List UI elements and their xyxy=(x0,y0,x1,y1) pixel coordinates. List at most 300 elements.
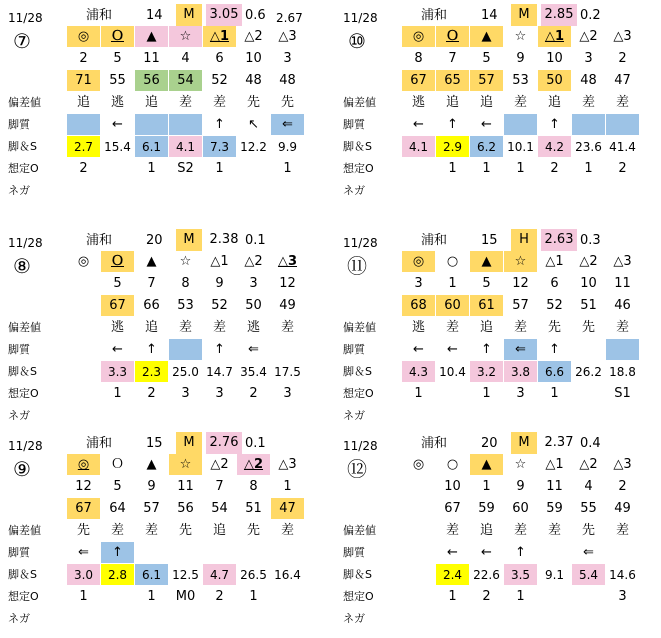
kyaku-s-row xyxy=(402,114,640,136)
horse-number-cell: 10 xyxy=(572,273,606,295)
runner-count: 15 xyxy=(481,233,498,248)
kyakushitsu-cell: 先 xyxy=(572,317,606,339)
mark-cell: ☆ xyxy=(169,454,203,476)
soutei-cell xyxy=(402,564,436,586)
hensachi-cell: 59 xyxy=(538,498,572,520)
kyakushitsu-cell: 差 xyxy=(572,92,606,114)
mark-cell: ▲ xyxy=(470,251,504,273)
mark-cell: ☆ xyxy=(169,251,203,273)
hensachi-row xyxy=(402,498,640,520)
horse-number-cell: 2 xyxy=(67,48,101,70)
kyakushitsu-cell: 差 xyxy=(271,317,305,339)
kyaku-s-cell xyxy=(606,339,640,361)
mark-cell: ☆ xyxy=(504,251,538,273)
horse-number-cell: 10 xyxy=(436,476,470,498)
mark-cell: ▲ xyxy=(135,26,169,48)
mark-cell: △1 xyxy=(203,26,237,48)
race-block xyxy=(8,229,308,429)
hensachi-cell: 49 xyxy=(606,498,640,520)
horse-number-cell: 7 xyxy=(436,48,470,70)
horse-number-cell: 3 xyxy=(572,48,606,70)
kyaku-s-cell: ↑ xyxy=(470,339,504,361)
hensachi-cell: 68 xyxy=(402,295,436,317)
odds-tertiary: 2.67 xyxy=(276,11,303,25)
nega-cell: 1 xyxy=(135,586,169,608)
soutei-cell: 15.4 xyxy=(101,136,135,158)
race-class-badge: H xyxy=(511,229,537,251)
row-label-kyakushitsu: 脚質 xyxy=(8,343,30,356)
nega-cell: 1 xyxy=(101,383,135,405)
kyakushitsu-cell: 追 xyxy=(135,317,169,339)
nega-cell: S1 xyxy=(606,383,640,405)
horse-number-cell: 10 xyxy=(237,48,271,70)
kyaku-s-cell xyxy=(271,542,305,564)
soutei-cell: 3.2 xyxy=(470,361,504,383)
kyaku-s-cell xyxy=(67,339,101,361)
soutei-cell: 6.1 xyxy=(135,136,169,158)
hensachi-cell: 48 xyxy=(271,70,305,92)
kyakushitsu-cell: 差 xyxy=(135,520,169,542)
row-label-kyaku_s: 脚＆S xyxy=(8,140,37,153)
nega-cell xyxy=(402,586,436,608)
mark-cell: △2 xyxy=(237,454,271,476)
hensachi-cell: 67 xyxy=(67,498,101,520)
nega-cell: 1 xyxy=(572,158,606,180)
nega-row xyxy=(402,383,640,405)
hensachi-cell: 65 xyxy=(436,70,470,92)
horse-number-row xyxy=(402,273,640,295)
nega-cell: 1 xyxy=(135,158,169,180)
mark-cell: ○ xyxy=(436,454,470,476)
mark-cell: △1 xyxy=(538,454,572,476)
nega-cell xyxy=(101,586,135,608)
nega-cell: M0 xyxy=(169,586,203,608)
row-label-nega: ネガ xyxy=(8,409,30,422)
row-label-kyaku_s: 脚＆S xyxy=(343,568,372,581)
kyakushitsu-row xyxy=(402,317,640,339)
race-block xyxy=(343,4,643,204)
hensachi-cell: 50 xyxy=(237,295,271,317)
row-label-soutei: 想定O xyxy=(8,590,39,603)
soutei-row xyxy=(67,564,305,586)
kyakushitsu-cell: 差 xyxy=(203,92,237,114)
kyaku-s-cell: ⇐ xyxy=(271,114,305,136)
kyakushitsu-cell: 追 xyxy=(470,92,504,114)
nega-cell: 2 xyxy=(606,158,640,180)
soutei-cell: 2.7 xyxy=(67,136,101,158)
horse-number-cell xyxy=(67,273,101,295)
kyakushitsu-cell: 差 xyxy=(538,520,572,542)
soutei-row xyxy=(402,564,640,586)
row-label-nega: ネガ xyxy=(343,409,365,422)
soutei-cell: 2.4 xyxy=(436,564,470,586)
soutei-cell: 3.3 xyxy=(101,361,135,383)
mark-row xyxy=(67,26,305,48)
mark-cell: ◎ xyxy=(67,251,101,273)
nega-cell: 2 xyxy=(67,158,101,180)
nega-cell: 2 xyxy=(237,383,271,405)
horse-number-cell: 10 xyxy=(538,48,572,70)
soutei-cell: 4.2 xyxy=(538,136,572,158)
horse-number-cell: 7 xyxy=(203,476,237,498)
soutei-row xyxy=(402,136,640,158)
hensachi-cell: 60 xyxy=(504,498,538,520)
nega-row xyxy=(67,158,305,180)
nega-cell: 1 xyxy=(436,586,470,608)
hensachi-cell: 52 xyxy=(538,295,572,317)
nega-cell xyxy=(436,383,470,405)
nega-cell: 1 xyxy=(538,383,572,405)
kyakushitsu-cell: 差 xyxy=(169,92,203,114)
odds-secondary: 0.3 xyxy=(580,233,601,248)
horse-number-cell: 7 xyxy=(135,273,169,295)
kyakushitsu-cell xyxy=(67,317,101,339)
hensachi-cell: 49 xyxy=(271,295,305,317)
horse-number-cell: 5 xyxy=(101,476,135,498)
race-header xyxy=(343,229,661,251)
row-label-hensachi: 偏差値 xyxy=(8,524,41,537)
nega-cell: 1 xyxy=(402,383,436,405)
race-venue: 浦和 xyxy=(421,233,448,248)
race-header xyxy=(343,4,661,26)
hensachi-cell: 47 xyxy=(271,498,305,520)
soutei-cell: 41.4 xyxy=(606,136,640,158)
soutei-cell: 4.7 xyxy=(203,564,237,586)
hensachi-cell: 46 xyxy=(606,295,640,317)
odds-secondary: 0.1 xyxy=(245,436,266,451)
odds-secondary: 0.6 xyxy=(245,8,266,23)
runner-count: 14 xyxy=(146,8,163,23)
hensachi-cell: 48 xyxy=(572,70,606,92)
horse-number-cell: 3 xyxy=(237,273,271,295)
kyaku-s-cell xyxy=(402,542,436,564)
odds-secondary: 0.1 xyxy=(245,233,266,248)
kyakushitsu-cell: 先 xyxy=(572,520,606,542)
horse-number-cell: 3 xyxy=(402,273,436,295)
horse-number-cell: 11 xyxy=(135,48,169,70)
kyaku-s-cell xyxy=(572,114,606,136)
kyaku-s-cell xyxy=(606,542,640,564)
race-date: 11/28 xyxy=(343,11,378,25)
horse-number-cell: 12 xyxy=(504,273,538,295)
race-class-badge: M xyxy=(511,432,537,454)
mark-cell: ○ xyxy=(436,251,470,273)
horse-number-row xyxy=(67,273,305,295)
soutei-cell: 23.6 xyxy=(572,136,606,158)
nega-cell: 1 xyxy=(67,586,101,608)
horse-number-cell: 1 xyxy=(271,476,305,498)
kyakushitsu-cell: 先 xyxy=(67,520,101,542)
nega-cell: 2 xyxy=(135,383,169,405)
row-label-soutei: 想定O xyxy=(343,590,374,603)
soutei-cell: 6.2 xyxy=(470,136,504,158)
race-date: 11/28 xyxy=(8,11,43,25)
soutei-cell: 4.1 xyxy=(402,136,436,158)
mark-cell: ◎ xyxy=(67,26,101,48)
nega-cell xyxy=(271,586,305,608)
kyaku-s-cell: ← xyxy=(101,114,135,136)
kyaku-s-cell: ↑ xyxy=(538,339,572,361)
horse-number-row xyxy=(402,476,640,498)
race-date: 11/28 xyxy=(8,236,43,250)
nega-cell: 3 xyxy=(271,383,305,405)
nega-cell: 2 xyxy=(470,586,504,608)
hensachi-cell xyxy=(67,295,101,317)
kyaku-s-cell: ⇐ xyxy=(504,339,538,361)
race-number: ⑨ xyxy=(13,457,31,481)
kyaku-s-cell xyxy=(135,114,169,136)
soutei-row xyxy=(67,361,305,383)
kyakushitsu-cell xyxy=(402,520,436,542)
mark-cell: △2 xyxy=(572,26,606,48)
row-label-kyakushitsu: 脚質 xyxy=(8,546,30,559)
hensachi-row xyxy=(67,498,305,520)
race-venue: 浦和 xyxy=(86,233,113,248)
odds-primary: 2.38 xyxy=(209,232,239,247)
race-class-badge: M xyxy=(176,229,202,251)
horse-number-cell: 6 xyxy=(538,273,572,295)
mark-cell: ◎ xyxy=(67,454,101,476)
mark-cell: Ｏ xyxy=(436,26,470,48)
kyaku-s-cell xyxy=(538,542,572,564)
kyaku-s-cell: ↑ xyxy=(101,542,135,564)
kyakushitsu-row xyxy=(402,520,640,542)
race-table xyxy=(402,454,640,608)
kyakushitsu-row xyxy=(67,92,305,114)
odds-primary: 2.76 xyxy=(206,432,242,454)
mark-cell: ▲ xyxy=(135,454,169,476)
mark-cell: ◎ xyxy=(402,454,436,476)
soutei-cell: 3.0 xyxy=(67,564,101,586)
nega-cell xyxy=(538,586,572,608)
kyaku-s-cell: ⇐ xyxy=(572,542,606,564)
hensachi-cell: 67 xyxy=(101,295,135,317)
kyakushitsu-cell: 追 xyxy=(135,92,169,114)
row-label-nega: ネガ xyxy=(8,184,30,197)
mark-cell: △3 xyxy=(271,454,305,476)
hensachi-cell: 57 xyxy=(470,70,504,92)
kyakushitsu-row xyxy=(402,92,640,114)
nega-cell xyxy=(237,158,271,180)
kyaku-s-cell xyxy=(606,114,640,136)
nega-row xyxy=(67,586,305,608)
row-label-kyakushitsu: 脚質 xyxy=(343,546,365,559)
hensachi-cell: 51 xyxy=(237,498,271,520)
nega-cell: 2 xyxy=(203,586,237,608)
kyaku-s-cell: ⇐ xyxy=(237,339,271,361)
kyakushitsu-cell: 差 xyxy=(606,92,640,114)
kyaku-s-cell: ↑ xyxy=(538,114,572,136)
nega-cell: 2 xyxy=(538,158,572,180)
kyaku-s-cell xyxy=(67,114,101,136)
odds-secondary: 0.4 xyxy=(580,436,601,451)
nega-cell: 1 xyxy=(237,586,271,608)
row-label-kyaku_s: 脚＆S xyxy=(8,568,37,581)
race-number: ⑩ xyxy=(348,29,366,53)
horse-number-cell: 9 xyxy=(504,48,538,70)
kyaku-s-cell xyxy=(135,542,169,564)
kyakushitsu-cell: 差 xyxy=(169,317,203,339)
kyakushitsu-cell: 先 xyxy=(237,520,271,542)
soutei-cell: 26.5 xyxy=(237,564,271,586)
soutei-cell: 2.3 xyxy=(135,361,169,383)
soutei-cell: 12.5 xyxy=(169,564,203,586)
mark-cell: △1 xyxy=(538,251,572,273)
row-label-hensachi: 偏差値 xyxy=(343,321,376,334)
soutei-cell: 22.6 xyxy=(470,564,504,586)
hensachi-cell: 48 xyxy=(237,70,271,92)
kyaku-s-cell: ← xyxy=(101,339,135,361)
soutei-row xyxy=(67,136,305,158)
kyakushitsu-cell: 差 xyxy=(436,317,470,339)
horse-number-cell: 5 xyxy=(470,48,504,70)
nega-cell: 3 xyxy=(203,383,237,405)
horse-number-cell: 12 xyxy=(67,476,101,498)
soutei-cell: 9.1 xyxy=(538,564,572,586)
mark-cell: △1 xyxy=(203,251,237,273)
kyakushitsu-cell: 逃 xyxy=(402,317,436,339)
mark-row xyxy=(402,26,640,48)
row-label-hensachi: 偏差値 xyxy=(8,96,41,109)
mark-row xyxy=(402,251,640,273)
row-label-soutei: 想定O xyxy=(8,387,39,400)
soutei-cell: 7.3 xyxy=(203,136,237,158)
nega-cell: 3 xyxy=(606,586,640,608)
nega-cell: 3 xyxy=(504,383,538,405)
race-class-badge: M xyxy=(176,432,202,454)
soutei-cell: 26.2 xyxy=(572,361,606,383)
kyaku-s-cell: ↑ xyxy=(203,114,237,136)
nega-cell: 1 xyxy=(470,383,504,405)
kyakushitsu-cell: 差 xyxy=(101,520,135,542)
kyaku-s-row xyxy=(402,542,640,564)
mark-cell: △2 xyxy=(572,251,606,273)
hensachi-cell xyxy=(402,498,436,520)
hensachi-cell: 57 xyxy=(135,498,169,520)
horse-number-cell: 3 xyxy=(271,48,305,70)
kyakushitsu-row xyxy=(67,317,305,339)
mark-cell: ☆ xyxy=(169,26,203,48)
kyaku-s-cell xyxy=(169,339,203,361)
nega-row xyxy=(402,158,640,180)
kyakushitsu-cell: 先 xyxy=(271,92,305,114)
odds-secondary: 0.2 xyxy=(580,8,601,23)
horse-number-cell: 4 xyxy=(169,48,203,70)
runner-count: 20 xyxy=(146,233,163,248)
kyaku-s-cell: ← xyxy=(470,542,504,564)
soutei-row xyxy=(402,361,640,383)
hensachi-cell: 60 xyxy=(436,295,470,317)
hensachi-cell: 52 xyxy=(203,295,237,317)
kyaku-s-cell: ↖ xyxy=(237,114,271,136)
horse-number-cell: 9 xyxy=(504,476,538,498)
kyakushitsu-cell: 差 xyxy=(203,317,237,339)
race-table xyxy=(67,26,305,180)
horse-number-cell: 1 xyxy=(470,476,504,498)
kyaku-s-row xyxy=(402,339,640,361)
soutei-cell: 14.7 xyxy=(203,361,237,383)
race-table xyxy=(67,251,305,405)
kyaku-s-cell: ← xyxy=(402,339,436,361)
row-label-hensachi: 偏差値 xyxy=(343,96,376,109)
row-label-kyaku_s: 脚＆S xyxy=(8,365,37,378)
kyaku-s-cell: ← xyxy=(470,114,504,136)
nega-cell xyxy=(572,586,606,608)
row-label-soutei: 想定O xyxy=(8,162,39,175)
kyaku-s-row xyxy=(67,339,305,361)
kyakushitsu-cell: 逃 xyxy=(101,317,135,339)
kyaku-s-cell: ⇐ xyxy=(67,542,101,564)
kyakushitsu-cell: 差 xyxy=(504,92,538,114)
horse-number-cell: 1 xyxy=(436,273,470,295)
hensachi-cell: 57 xyxy=(504,295,538,317)
kyakushitsu-cell: 逃 xyxy=(101,92,135,114)
mark-row xyxy=(67,251,305,273)
row-label-nega: ネガ xyxy=(8,612,30,625)
hensachi-cell: 61 xyxy=(470,295,504,317)
row-label-kyaku_s: 脚＆S xyxy=(343,140,372,153)
soutei-cell: 3.5 xyxy=(504,564,538,586)
hensachi-row xyxy=(402,295,640,317)
hensachi-cell: 47 xyxy=(606,70,640,92)
hensachi-row xyxy=(67,295,305,317)
race-class-badge: M xyxy=(511,4,537,26)
horse-number-cell: 8 xyxy=(402,48,436,70)
nega-cell xyxy=(101,158,135,180)
nega-cell xyxy=(572,383,606,405)
hensachi-cell: 56 xyxy=(135,70,169,92)
kyakushitsu-cell: 追 xyxy=(203,520,237,542)
race-number: ⑧ xyxy=(13,254,31,278)
race-header xyxy=(8,432,328,454)
hensachi-cell: 54 xyxy=(169,70,203,92)
hensachi-cell: 50 xyxy=(538,70,572,92)
nega-row xyxy=(67,383,305,405)
nega-cell: S2 xyxy=(169,158,203,180)
horse-number-cell: 4 xyxy=(572,476,606,498)
race-venue: 浦和 xyxy=(421,436,448,451)
mark-cell: ☆ xyxy=(504,454,538,476)
horse-number-row xyxy=(402,48,640,70)
kyaku-s-cell xyxy=(237,542,271,564)
race-number: ⑫ xyxy=(347,457,367,481)
mark-cell: △2 xyxy=(572,454,606,476)
mark-cell: △3 xyxy=(271,26,305,48)
nega-cell: 1 xyxy=(470,158,504,180)
soutei-cell: 25.0 xyxy=(169,361,203,383)
race-class-badge: M xyxy=(176,4,202,26)
kyaku-s-cell: ← xyxy=(436,542,470,564)
hensachi-cell: 56 xyxy=(169,498,203,520)
kyakushitsu-cell: 逃 xyxy=(237,317,271,339)
mark-cell: Ｏ xyxy=(101,26,135,48)
race-date: 11/28 xyxy=(8,439,43,453)
mark-cell: ▲ xyxy=(135,251,169,273)
mark-cell: △3 xyxy=(606,26,640,48)
soutei-cell: 18.8 xyxy=(606,361,640,383)
soutei-cell xyxy=(67,361,101,383)
kyakushitsu-cell: 差 xyxy=(606,520,640,542)
mark-cell: △2 xyxy=(237,251,271,273)
horse-number-cell: 5 xyxy=(470,273,504,295)
mark-cell: ▲ xyxy=(470,454,504,476)
kyakushitsu-cell: 先 xyxy=(237,92,271,114)
race-table xyxy=(402,251,640,405)
mark-cell: Ｏ xyxy=(101,454,135,476)
soutei-cell: 9.9 xyxy=(271,136,305,158)
horse-number-cell: 11 xyxy=(606,273,640,295)
kyakushitsu-cell: 追 xyxy=(470,520,504,542)
